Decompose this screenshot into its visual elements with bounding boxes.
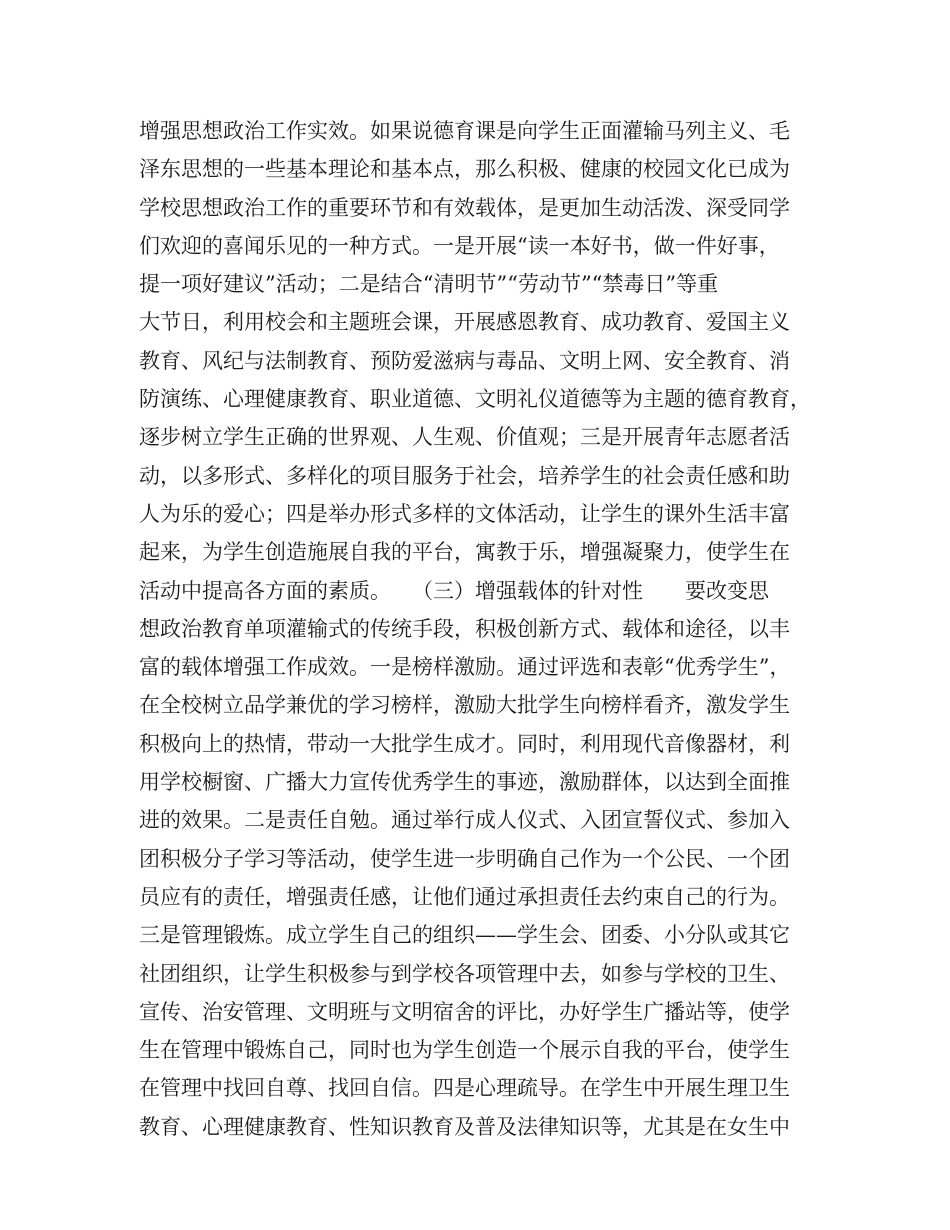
text-line: 社团组织，让学生积极参与到学校各项管理中去，如参与学校的卫生、	[139, 961, 790, 986]
text-line: 起来，为学生创造施展自我的平台，寓教于乐，增强凝聚力，使学生在	[139, 540, 790, 565]
text-line: 逐步树立学生正确的世界观、人生观、价值观；三是开展青年志愿者活	[139, 425, 790, 450]
text-line: 人为乐的爱心；四是举办形式多样的文体活动，让学生的课外生活丰富	[139, 501, 790, 526]
text-line: 增强思想政治工作实效。如果说德育课是向学生正面灌输马列主义、毛	[139, 119, 790, 143]
text-line: 生在管理中锻炼自己，同时也为学生创造一个展示自我的平台，使学生	[139, 1038, 790, 1063]
text-line: 们欢迎的喜闻乐见的一种方式。一是开展“读一本好书，做一件好事，	[139, 233, 780, 258]
body-text	[139, 112, 829, 1146]
text-line: 活动中提高各方面的素质。 （三）增强载体的针对性 要改变思	[139, 578, 769, 603]
text-line: 进的效果。二是责任自勉。通过举行成人仪式、入团宣誓仪式、参加入	[139, 808, 790, 833]
text-line: 员应有的责任，增强责任感，让他们通过承担责任去约束自己的行为。	[139, 884, 790, 909]
text-line: 教育、风纪与法制教育、预防爱滋病与毒品、文明上网、安全教育、消	[139, 348, 790, 373]
text-line: 宣传、治安管理、文明班与文明宿舍的评比，办好学生广播站等，使学	[139, 999, 790, 1024]
text-line: 团积极分子学习等活动，使学生进一步明确自己作为一个公民、一个团	[139, 846, 790, 871]
text-line: 三是管理锻炼。成立学生自己的组织——学生会、团委、小分队或其它	[139, 923, 790, 948]
text-line: 动，以多形式、多样化的项目服务于社会，培养学生的社会责任感和助	[139, 463, 790, 488]
text-line: 泽东思想的一些基本理论和基本点，那么积极、健康的校园文化已成为	[139, 157, 790, 182]
text-line: 教育、心理健康教育、性知识教育及普及法律知识等，尤其是在女生中	[139, 1114, 790, 1139]
text-line: 用学校橱窗、广播大力宣传优秀学生的事迹，激励群体，以达到全面推	[139, 770, 790, 795]
text-line: 大节日，利用校会和主题班会课，开展感恩教育、成功教育、爱国主义	[139, 310, 790, 335]
text-line: 富的载体增强工作成效。一是榜样激励。通过评选和表彰“优秀学生”，	[139, 655, 791, 680]
text-line: 在全校树立品学兼优的学习榜样，激励大批学生向榜样看齐，激发学生	[139, 693, 790, 718]
text-line: 在管理中找回自尊、找回自信。四是心理疏导。在学生中开展生理卫生	[139, 1076, 790, 1101]
text-line: 提一项好建议”活动；二是结合“清明节”“劳动节”“禁毒日”等重	[139, 272, 719, 297]
text-line: 学校思想政治工作的重要环节和有效载体，是更加生动活泼、深受同学	[139, 195, 790, 220]
text-line: 防演练、心理健康教育、职业道德、文明礼仪道德等为主题的德育教育，	[139, 387, 811, 412]
text-line: 想政治教育单项灌输式的传统手段，积极创新方式、载体和途径，以丰	[139, 616, 790, 641]
text-line: 积极向上的热情，带动一大批学生成才。同时，利用现代音像器材，利	[139, 731, 790, 756]
